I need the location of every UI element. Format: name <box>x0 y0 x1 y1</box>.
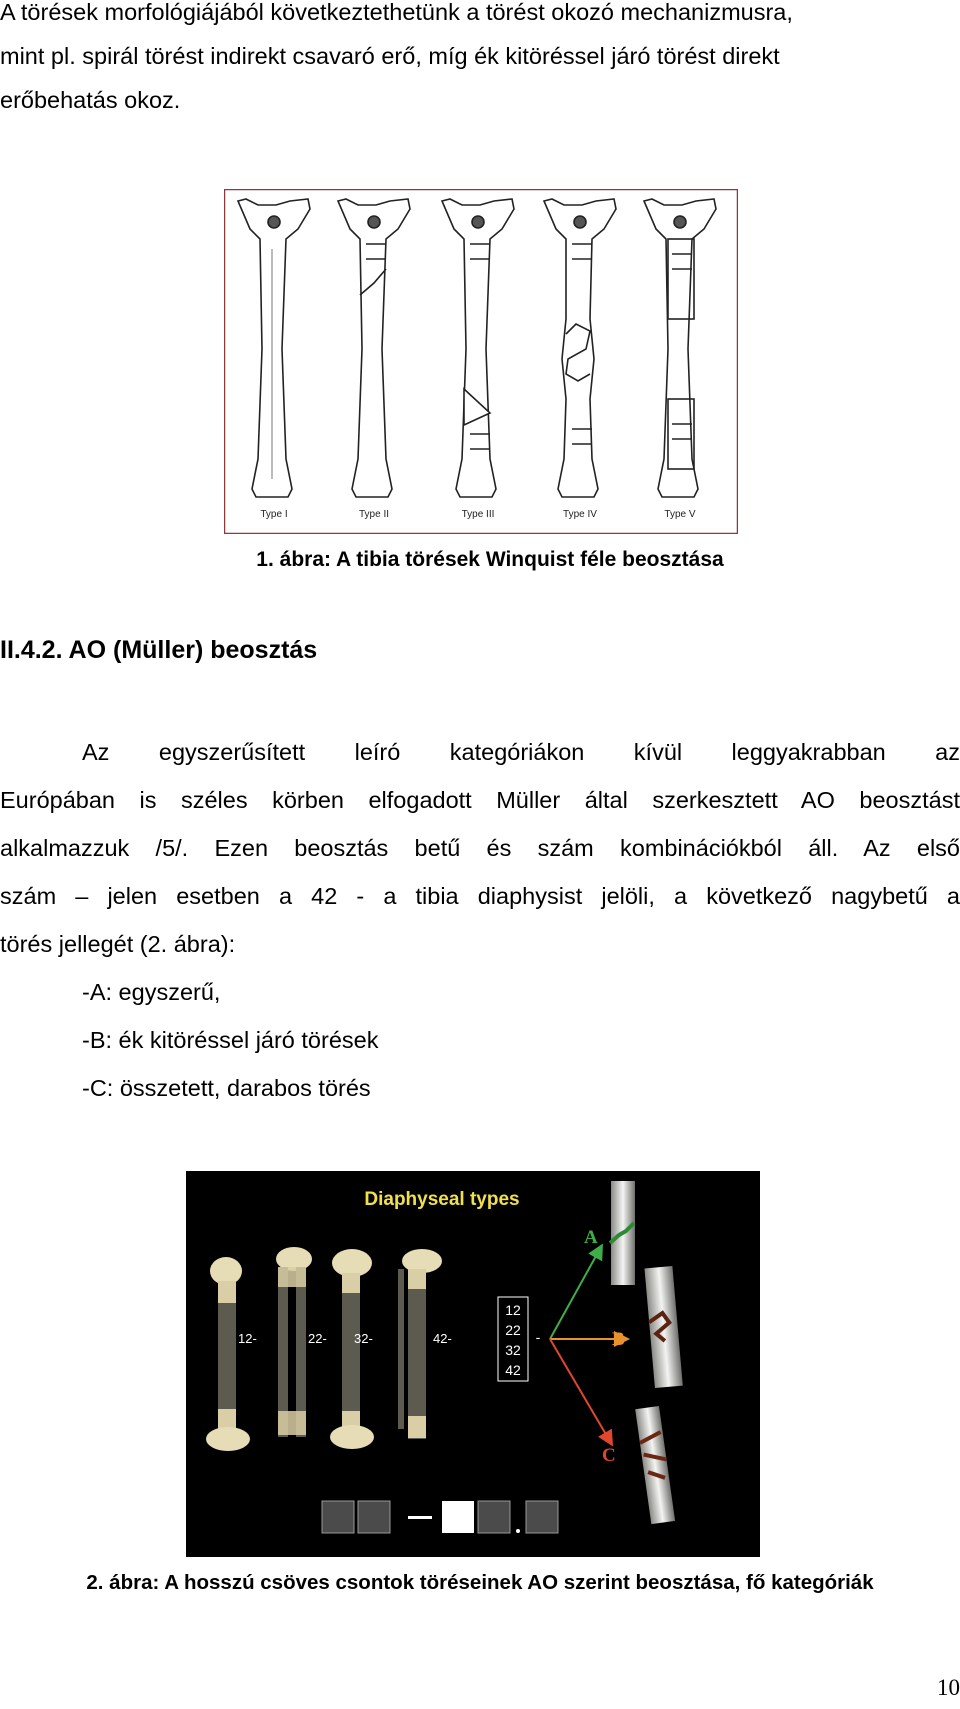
fracture-type-a <box>610 1181 635 1285</box>
body-line: Az egyszerűsített leíró kategóriákon kívül leggyakrabban az <box>82 739 960 765</box>
type-label-a: A <box>584 1227 598 1248</box>
bone-label: 32- <box>354 1331 373 1346</box>
code-value: 22 <box>505 1322 521 1338</box>
intro-paragraph <box>0 0 960 122</box>
bone-label: 42- <box>433 1331 452 1346</box>
body-line: alkalmazzuk /5/. Ezen beosztás betű és szám kombinációkból áll. Az első <box>0 835 960 861</box>
list-item: -C: összetett, darabos törés <box>82 1075 371 1101</box>
figure-winquist-tibia <box>224 189 738 534</box>
figure2-caption: 2. ábra: A hosszú csöves csontok töréseinek AO szerint beosztása, fő kategóriák <box>86 1571 874 1594</box>
winquist-label: Type V <box>664 509 696 520</box>
type-label-c: C <box>602 1445 616 1466</box>
page-number: 10 <box>937 1675 960 1700</box>
bone-label: 22- <box>308 1331 327 1346</box>
intro-line: mint pl. spirál törést indirekt csavaró erő, míg ék kitöréssel járó törést direkt <box>0 43 780 69</box>
list-item: -A: egyszerű, <box>82 979 221 1005</box>
intro-line: A törések morfológiájából következtethetünk a törést okozó mechanizmusra, <box>0 0 793 25</box>
body-line: Európában is széles körben elfogadott Müller által szerkesztett AO beosztást <box>0 787 960 813</box>
code-value: 32 <box>505 1342 521 1358</box>
body-line: szám – jelen esetben a 42 - a tibia diaphysist jelöli, a következő nagybetű a <box>0 883 960 909</box>
figure2-title: Diaphyseal types <box>364 1189 520 1210</box>
fracture-type-list <box>82 968 378 1112</box>
winquist-label: Type III <box>461 509 495 520</box>
code-value: 42 <box>505 1362 521 1378</box>
code-dash: - <box>535 1329 541 1345</box>
intro-line: erőbehatás okoz. <box>0 87 181 113</box>
winquist-label: Type IV <box>563 509 597 520</box>
section-heading: II.4.2. AO (Müller) beosztás <box>0 636 318 664</box>
list-item: -B: ék kitöréssel járó törések <box>82 1027 379 1053</box>
type-label-b: B <box>612 1329 625 1350</box>
code-value: 12 <box>505 1302 521 1318</box>
winquist-label: Type I <box>260 509 288 520</box>
body-line: törés jellegét (2. ábra): <box>0 931 236 957</box>
winquist-label: Type II <box>358 509 390 520</box>
figure1-caption: 1. ábra: A tibia törések Winquist féle beosztása <box>256 548 724 571</box>
bone-label: 12- <box>238 1331 257 1346</box>
figure-ao-diaphyseal-types <box>186 1171 760 1557</box>
body-paragraph <box>0 728 960 968</box>
